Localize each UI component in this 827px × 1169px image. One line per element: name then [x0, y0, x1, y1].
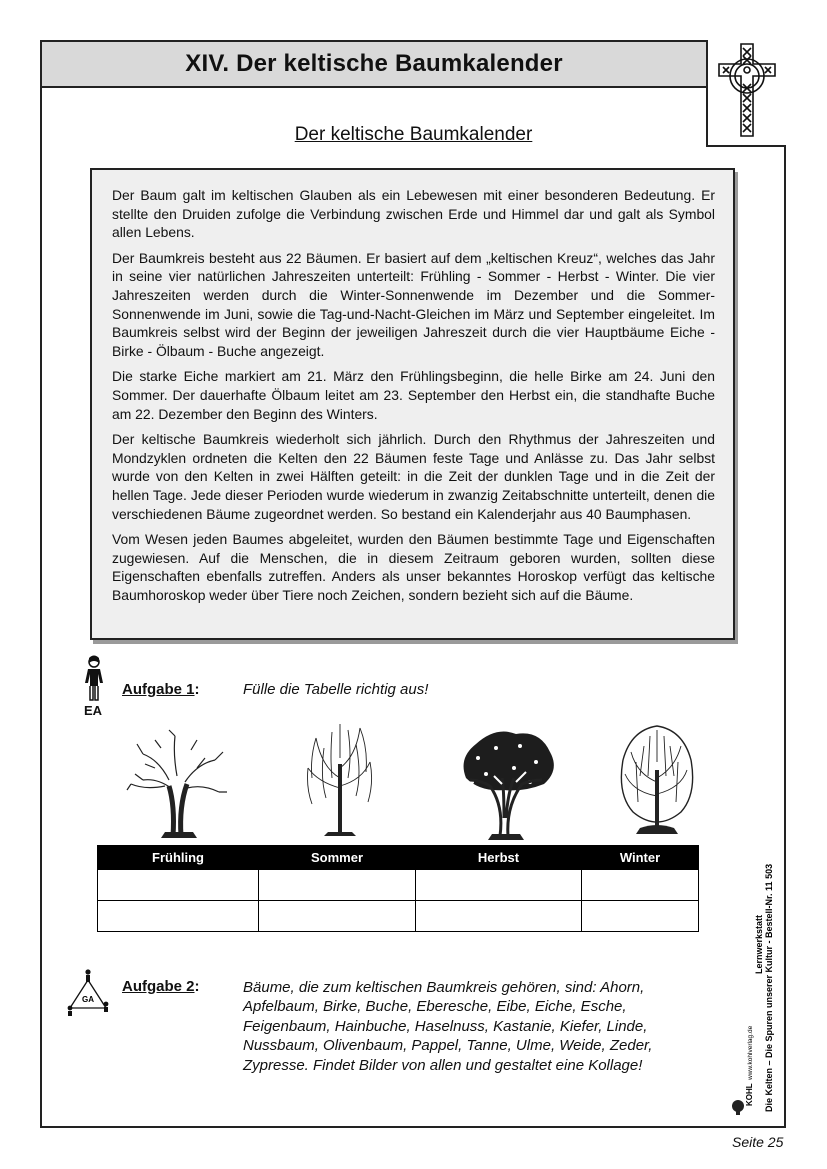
- task1-colon: :: [194, 681, 200, 698]
- single-work-person-icon: [82, 655, 106, 707]
- table-row: [98, 901, 699, 932]
- intro-paragraph: Der Baumkreis besteht aus 22 Bäumen. Er basiert auf dem „keltischen Kreuz“, welches das Jahr in seine vier natürlichen Jahreszeiten unterteilt: Frühling - Sommer - Herbst - Winter. Die vier Jahreszeiten werden durch die Winter-Sonnenwende im Dezember und die Sommer-Sonnenwende im Juni, sowie die Tag-und-Nacht-Gleichen im März und September eingeleitet. Im Baumkreis selbst wird der Beginn der jeweiligen Jahreszeit durch die vier Hauptbäume Eiche - Birke - Ölbaum - Buche angezeigt.: [112, 249, 715, 359]
- task2-label-text: Aufgabe 2: [122, 978, 195, 995]
- intro-textbox: [90, 168, 735, 640]
- intro-paragraph: Die starke Eiche markiert am 21. März den Frühlingsbeginn, die helle Birke am 24. Juni den Sommer. Der dauerhafte Ölbaum leitet am 23. September den Herbst ein, die standhafte Buche am 22. Dezember den Beginn des Winters.: [112, 368, 715, 422]
- task2-label: [122, 978, 200, 995]
- intro-paragraph: Der keltische Baumkreis wiederholt sich jährlich. Durch den Rhythmus der Jahreszeiten und Mondzyklen ordneten die Kelten den 22 Bäumen feste Tage und Anlässe zu. Das Jahr selbst wurde von den Kelten in zwei Hälften geteilt: in die Zeit der dunklen Tage und in die Zeit der hellen Tage. Jede dieser Perioden wurde wiederum in zwanzig Zeitabschnitte unterteilt, denen die verschiedenen Bäume zugeordnet werden. So bestand ein Kalenderjahr aus 40 Baumphasen.: [112, 431, 715, 522]
- chapter-title: XIV. Der keltische Baumkalender: [185, 50, 563, 77]
- work-form-ga: GA: [82, 995, 94, 1004]
- table-cell[interactable]: [98, 870, 259, 901]
- book-title: Die Kelten – Die Spuren unserer Kultur - Bestell-Nr. 11 503: [764, 863, 774, 1112]
- task1-label: [122, 681, 200, 698]
- intro-paragraph: Vom Wesen jeden Baumes abgeleitet, wurden den Bäumen bestimmte Tage und Eigenschaften zugewiesen. Auf die Menschen, die in diesem Zeitraum geboren wurden, sollten diese Eigenschaften ebenfalls zutreffen. Anders als unser bekanntes Horoskop verfügt das keltische Baumhoroskop weder über Tiere noch Zeichen, sondern bezieht sich auf die Bäume.: [112, 531, 715, 603]
- series-name: Lernwerkstatt: [754, 914, 764, 974]
- table-cell[interactable]: [416, 901, 582, 932]
- header-winter: Winter: [582, 846, 699, 870]
- group-work-icon: [66, 968, 110, 1016]
- table-row: [98, 870, 699, 901]
- table-cell[interactable]: [416, 870, 582, 901]
- table-cell[interactable]: [582, 901, 699, 932]
- work-form-ea: EA: [84, 703, 103, 718]
- table-cell[interactable]: [98, 901, 259, 932]
- table-header-row: [98, 846, 699, 870]
- publisher-website: www.kohlverlag.de: [747, 1025, 754, 1080]
- publisher-name: KOHL: [745, 1083, 754, 1106]
- intro-paragraph: Der Baum galt im keltischen Glauben als ein Lebewesen mit einer besonderen Bedeutung. Er stellte den Druiden zufolge die Verbindung zwischen Erde und Himmel dar und galt als Symbol allen Lebens.: [112, 187, 715, 241]
- task1-label-text: Aufgabe 1: [122, 681, 195, 698]
- table-cell[interactable]: [259, 870, 416, 901]
- oak-tree-icon: [125, 728, 229, 838]
- header-sommer: Sommer: [259, 846, 416, 870]
- publisher-logo-icon: [732, 1100, 744, 1115]
- task2-colon: :: [194, 978, 200, 995]
- publisher-credit: [708, 760, 788, 1116]
- birch-tree-icon: [300, 718, 380, 836]
- task2-text: Bäume, die zum keltischen Baumkreis gehören, sind: Ahorn, Apfelbaum, Birke, Buche, Eberesche, Eibe, Eiche, Esche, Feigenbaum, Hainbuche, Haselnuss, Kastanie, Kiefer, Linde, Nussbaum, Olivenbaum, Pappel, Tanne, Ulme, Weide, Zeder, Zypresse. Findet Bilder von allen und gestaltet eine Kollage!: [243, 979, 653, 1074]
- page-subtitle: Der keltische Baumkalender: [294, 124, 533, 145]
- page-number: Seite 25: [732, 1134, 784, 1150]
- table-cell[interactable]: [259, 901, 416, 932]
- table-cell[interactable]: [582, 870, 699, 901]
- header-herbst: Herbst: [416, 846, 582, 870]
- task1-instruction: Fülle die Tabelle richtig aus!: [243, 681, 429, 698]
- olive-tree-icon: [456, 728, 556, 840]
- header-fruehling: Frühling: [98, 846, 259, 870]
- beech-tree-icon: [618, 722, 696, 836]
- chapter-header: [40, 40, 706, 88]
- season-table: [97, 845, 699, 932]
